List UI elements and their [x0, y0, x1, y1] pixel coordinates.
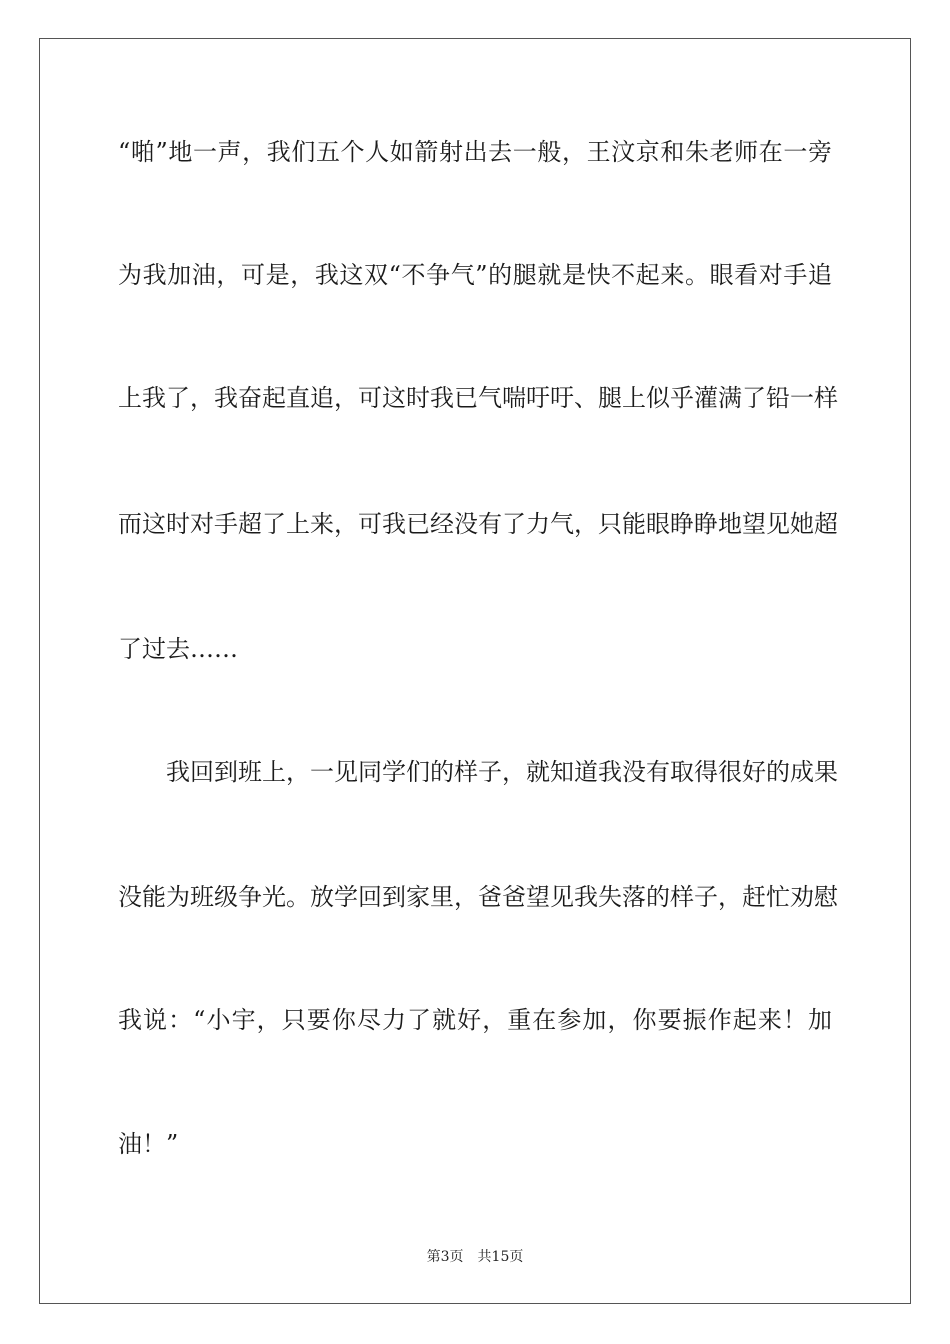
page-total: 共15页 — [477, 1249, 524, 1265]
paragraph-2-line-4: 油！” — [118, 1130, 179, 1158]
page-border — [39, 38, 911, 1304]
text-line-3: 上我了，我奋起直追，可这时我已气喘吁吁、腿上似乎灌满了铅一样 — [118, 384, 838, 412]
paragraph-2-line-3: 我说：“小宇，只要你尽力了就好，重在参加，你要振作起来！加 — [118, 1006, 832, 1034]
page-number: 第3页 — [426, 1249, 464, 1265]
text-line-4: 而这时对手超了上来，可我已经没有了力气，只能眼睁睁地望见她超 — [118, 510, 838, 538]
paragraph-2-line-1: 我回到班上，一见同学们的样子，就知道我没有取得很好的成果 — [166, 758, 838, 786]
text-line-2: 为我加油，可是，我这双“不争气”的腿就是快不起来。眼看对手追 — [118, 261, 832, 289]
page-footer — [0, 1248, 950, 1266]
text-line-5: 了过去…… — [118, 635, 238, 663]
paragraph-2-line-2: 没能为班级争光。放学回到家里，爸爸望见我失落的样子，赶忙劝慰 — [118, 883, 838, 911]
text-line-1: “啪”地一声，我们五个人如箭射出去一般，王汶京和朱老师在一旁 — [118, 138, 832, 166]
